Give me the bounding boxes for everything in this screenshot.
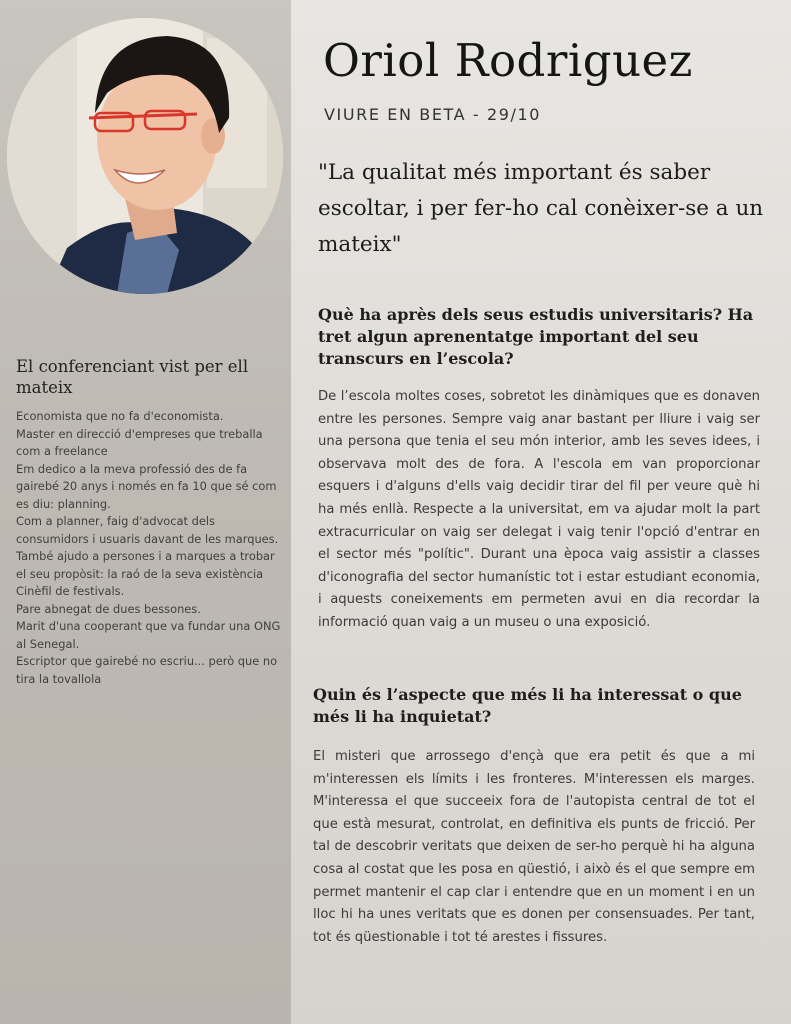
bio-line: També ajudo a persones i a marques a trobar el seu propòsit: la raó de la seva existència <box>16 549 275 581</box>
question-heading-1: Què ha après dels seus estudis universitaris? Ha tret algun aprenentatge important del seu transcurs en l’escola? <box>318 305 754 368</box>
answer-paragraph-2: El misteri que arrossego d'ençà que era petit és que a mi m'interessen els límits i les fronteres. M'interessen els marges. M'interessa el que succeeix fora de l'autopista central de tot el que està mesurat, controlat, en definitiva els punts de fricció. Per tal de descobrir veritats que deixen de ser-ho perquè hi ha alguna cosa al costat que les posa en qüestió, i això és el que sempre em permet mantenir el cap clar i entendre que en un moment i en un lloc hi ha unes veritats que es donen per consensuades. Per tant, tot és qüestionable i tot té arestes i fissures. <box>313 749 755 945</box>
bio-line: Master en direcció d'empreses que treballa com a freelance <box>16 426 263 458</box>
speaker-bio-heading: El conferenciant vist per ell mateix <box>16 357 249 397</box>
event-subtitle: VIURE EN BETA - 29/10 <box>324 105 542 124</box>
speaker-portrait-illustration <box>7 18 283 294</box>
question-heading-2: Quin és l’aspecte que més li ha interessat o que més li ha inquietat? <box>313 685 742 726</box>
bio-line: Com a planner, faig d'advocat dels consumidors i usuaris davant de les marques. <box>16 514 279 546</box>
featured-quote: "La qualitat més important és saber escoltar, i per fer-ho cal conèixer-se a un mateix" <box>318 160 764 257</box>
answer-paragraph-1: De l’escola moltes coses, sobretot les dinàmiques que es donaven entre les persones. Sempre vaig anar bastant per lliure i vaig ser una persona que tenia el seu món interior, amb les seves idees, i observava molt des de fora. A l'escola em van proporcionar esquers i d'alguns d'ells vaig decidir tirar del fil per veure què hi ha més enllà. Respecte a la universitat, em va ajudar molt la part extracurricular on vaig ser delegat i vaig tenir l'opció d'entrar en el sector més "polític". Durant una època vaig assistir a classes d'iconografia del sector humanístic tot i estar estudiant economia, i aquests coneixements em permeten avui en dia recordar la informació quan vaig a un museu o una exposició. <box>318 389 760 630</box>
speaker-name: Oriol Rodriguez <box>323 34 693 87</box>
bio-line: Economista que no fa d'economista. <box>16 409 224 423</box>
bio-line: Cinèfil de festivals. <box>16 584 125 598</box>
bio-line: Escriptor que gairebé no escriu... però que no tira la tovallola <box>16 654 278 686</box>
speaker-bio-list <box>16 408 286 688</box>
bio-line: Pare abnegat de dues bessones. <box>16 601 201 616</box>
bio-line: Marit d'una cooperant que va fundar una ONG al Senegal. <box>16 619 281 651</box>
bio-line: Em dedico a la meva professió des de fa gairebé 20 anys i només en fa 10 que sé com es diu: planning. <box>16 461 277 511</box>
speaker-photo <box>7 18 283 294</box>
